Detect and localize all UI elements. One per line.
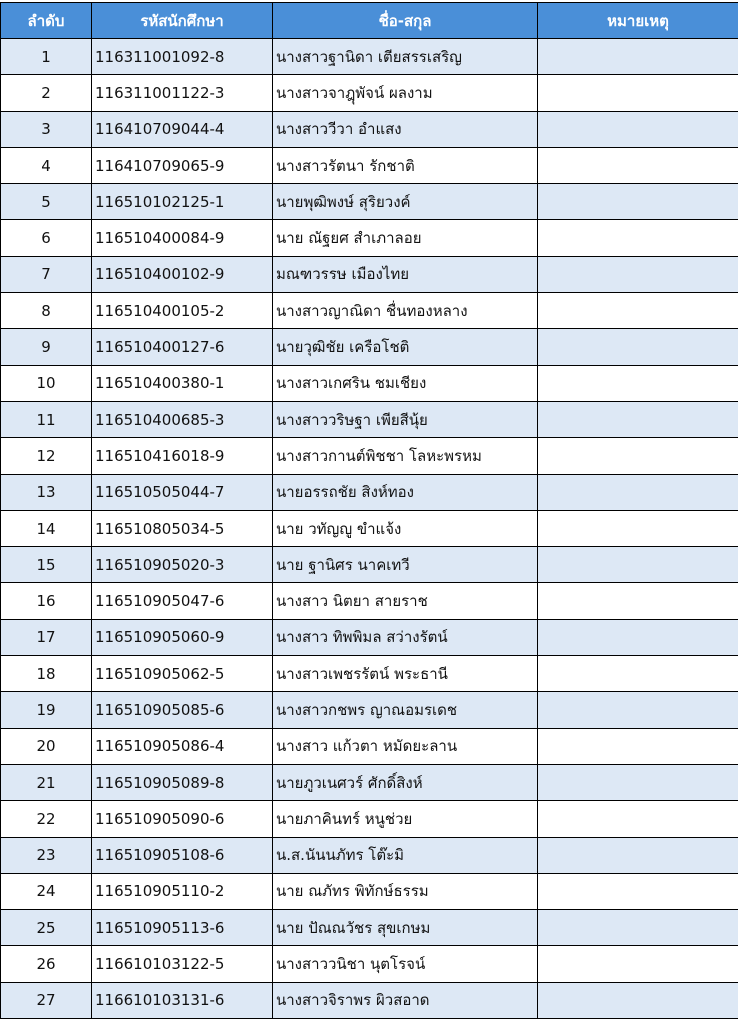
student-id-cell: 116510905062-5 <box>92 656 273 692</box>
student-id-cell: 116610103131-6 <box>92 982 273 1018</box>
row-number-cell: 14 <box>1 510 92 546</box>
remark-cell <box>538 656 738 692</box>
row-number-cell: 15 <box>1 547 92 583</box>
row-number-cell: 23 <box>1 837 92 873</box>
row-number-cell: 7 <box>1 256 92 292</box>
student-name-cell: นางสาวรัตนา รักชาติ <box>273 147 538 183</box>
table-body <box>1 39 738 1019</box>
student-name-cell: นาย ณภัทร พิทักษ์ธรรม <box>273 873 538 909</box>
student-id-cell: 116610103122-5 <box>92 946 273 982</box>
student-id-cell: 116510400105-2 <box>92 293 273 329</box>
row-number-cell: 11 <box>1 401 92 437</box>
table-row <box>1 75 738 111</box>
student-id-cell: 116311001092-8 <box>92 39 273 75</box>
table-row <box>1 474 738 510</box>
row-number-cell: 16 <box>1 583 92 619</box>
table-row <box>1 438 738 474</box>
row-number-cell: 1 <box>1 39 92 75</box>
student-id-cell: 116510400084-9 <box>92 220 273 256</box>
table-row <box>1 946 738 982</box>
student-name-cell: นายอรรถชัย สิงห์ทอง <box>273 474 538 510</box>
table-row <box>1 111 738 147</box>
student-name-cell: นางสาว นิตยา สายราช <box>273 583 538 619</box>
student-id-cell: 116510400102-9 <box>92 256 273 292</box>
student-name-cell: นางสาววริษฐา เพียสีนุ้ย <box>273 401 538 437</box>
table-row <box>1 147 738 183</box>
remark-cell <box>538 583 738 619</box>
remark-cell <box>538 764 738 800</box>
table-row <box>1 910 738 946</box>
remark-cell <box>538 293 738 329</box>
student-id-cell: 116410709065-9 <box>92 147 273 183</box>
student-id-cell: 116510416018-9 <box>92 438 273 474</box>
student-id-cell: 116510905060-9 <box>92 619 273 655</box>
student-id-cell: 116510102125-1 <box>92 184 273 220</box>
remark-cell <box>538 982 738 1018</box>
header-student-id: รหัสนักศึกษา <box>92 3 273 39</box>
student-name-cell: นาย ปัณณวัชร สุขเกษม <box>273 910 538 946</box>
student-id-cell: 116510400685-3 <box>92 401 273 437</box>
row-number-cell: 27 <box>1 982 92 1018</box>
student-id-cell: 116510905110-2 <box>92 873 273 909</box>
row-number-cell: 13 <box>1 474 92 510</box>
table-row <box>1 982 738 1018</box>
remark-cell <box>538 474 738 510</box>
remark-cell <box>538 256 738 292</box>
remark-cell <box>538 401 738 437</box>
remark-cell <box>538 438 738 474</box>
row-number-cell: 3 <box>1 111 92 147</box>
remark-cell <box>538 873 738 909</box>
student-name-cell: นายพุฒิพงษ์ สุริยวงค์ <box>273 184 538 220</box>
student-id-cell: 116311001122-3 <box>92 75 273 111</box>
remark-cell <box>538 75 738 111</box>
table-header <box>1 3 738 39</box>
table-row <box>1 220 738 256</box>
student-name-cell: นางสาวเกศริน ชมเชียง <box>273 365 538 401</box>
table-row <box>1 510 738 546</box>
row-number-cell: 6 <box>1 220 92 256</box>
student-name-cell: นายภาคินทร์ หนูช่วย <box>273 801 538 837</box>
student-name-cell: นางสาวฐานิดา เตียสรรเสริญ <box>273 39 538 75</box>
table-row <box>1 837 738 873</box>
student-id-cell: 116510905113-6 <box>92 910 273 946</box>
table-row <box>1 547 738 583</box>
table-row <box>1 365 738 401</box>
remark-cell <box>538 365 738 401</box>
remark-cell <box>538 510 738 546</box>
row-number-cell: 10 <box>1 365 92 401</box>
table-row <box>1 728 738 764</box>
remark-cell <box>538 801 738 837</box>
table-row <box>1 39 738 75</box>
student-name-cell: นาย ฐานิศร นาคเทวี <box>273 547 538 583</box>
remark-cell <box>538 547 738 583</box>
student-name-cell: นางสาว ทิพพิมล สว่างรัตน์ <box>273 619 538 655</box>
table-row <box>1 256 738 292</box>
table-row <box>1 764 738 800</box>
student-id-cell: 116510905020-3 <box>92 547 273 583</box>
student-id-cell: 116510400380-1 <box>92 365 273 401</box>
student-name-cell: น.ส.นันนภัทร โต๊ะมิ <box>273 837 538 873</box>
row-number-cell: 26 <box>1 946 92 982</box>
table-row <box>1 184 738 220</box>
student-name-cell: นางสาววีวา อำแสง <box>273 111 538 147</box>
row-number-cell: 12 <box>1 438 92 474</box>
remark-cell <box>538 111 738 147</box>
student-name-cell: นางสาววนิชา นุตโรจน์ <box>273 946 538 982</box>
student-name-cell: มณฑวรรษ เมืองไทย <box>273 256 538 292</box>
remark-cell <box>538 147 738 183</box>
row-number-cell: 24 <box>1 873 92 909</box>
row-number-cell: 25 <box>1 910 92 946</box>
student-id-cell: 116510905090-6 <box>92 801 273 837</box>
table-row <box>1 401 738 437</box>
student-id-cell: 116510905089-8 <box>92 764 273 800</box>
header-row <box>1 3 738 39</box>
student-id-cell: 116510805034-5 <box>92 510 273 546</box>
remark-cell <box>538 184 738 220</box>
row-number-cell: 18 <box>1 656 92 692</box>
row-number-cell: 19 <box>1 692 92 728</box>
student-name-cell: นายภูวเนศวร์ ศักดิ์สิงห์ <box>273 764 538 800</box>
student-name-cell: นางสาวจิราพร ผิวสอาด <box>273 982 538 1018</box>
remark-cell <box>538 946 738 982</box>
table-row <box>1 329 738 365</box>
table-row <box>1 656 738 692</box>
row-number-cell: 20 <box>1 728 92 764</box>
table-row <box>1 692 738 728</box>
table-row <box>1 619 738 655</box>
student-id-cell: 116510400127-6 <box>92 329 273 365</box>
row-number-cell: 2 <box>1 75 92 111</box>
header-no: ลำดับ <box>1 3 92 39</box>
remark-cell <box>538 619 738 655</box>
student-id-cell: 116510905047-6 <box>92 583 273 619</box>
row-number-cell: 5 <box>1 184 92 220</box>
student-name-cell: นางสาว แก้วตา หมัดยะลาน <box>273 728 538 764</box>
student-id-cell: 116510905085-6 <box>92 692 273 728</box>
student-name-cell: นาย ณัฐยศ สำเภาลอย <box>273 220 538 256</box>
row-number-cell: 8 <box>1 293 92 329</box>
table-row <box>1 873 738 909</box>
row-number-cell: 21 <box>1 764 92 800</box>
student-table <box>0 2 738 1019</box>
student-name-cell: นางสาวกชพร ญาณอมรเดช <box>273 692 538 728</box>
student-name-cell: นาย วทัญญู ขำแจ้ง <box>273 510 538 546</box>
header-name: ชื่อ-สกุล <box>273 3 538 39</box>
student-name-cell: นางสาวกานต์พิชชา โลหะพรหม <box>273 438 538 474</box>
header-remark: หมายเหตุ <box>538 3 738 39</box>
row-number-cell: 22 <box>1 801 92 837</box>
remark-cell <box>538 910 738 946</box>
remark-cell <box>538 692 738 728</box>
student-id-cell: 116510905086-4 <box>92 728 273 764</box>
table-row <box>1 801 738 837</box>
remark-cell <box>538 837 738 873</box>
student-id-cell: 116510505044-7 <box>92 474 273 510</box>
student-name-cell: นางสาวเพชรรัตน์ พระธานี <box>273 656 538 692</box>
row-number-cell: 4 <box>1 147 92 183</box>
student-name-cell: นายวุฒิชัย เครือโชติ <box>273 329 538 365</box>
remark-cell <box>538 220 738 256</box>
student-id-cell: 116510905108-6 <box>92 837 273 873</box>
remark-cell <box>538 329 738 365</box>
remark-cell <box>538 728 738 764</box>
student-name-cell: นางสาวญาณิดา ชื่นทองหลาง <box>273 293 538 329</box>
row-number-cell: 17 <box>1 619 92 655</box>
student-id-cell: 116410709044-4 <box>92 111 273 147</box>
table-row <box>1 583 738 619</box>
table-row <box>1 293 738 329</box>
remark-cell <box>538 39 738 75</box>
student-name-cell: นางสาวจาฎุพัจน์ ผลงาม <box>273 75 538 111</box>
row-number-cell: 9 <box>1 329 92 365</box>
